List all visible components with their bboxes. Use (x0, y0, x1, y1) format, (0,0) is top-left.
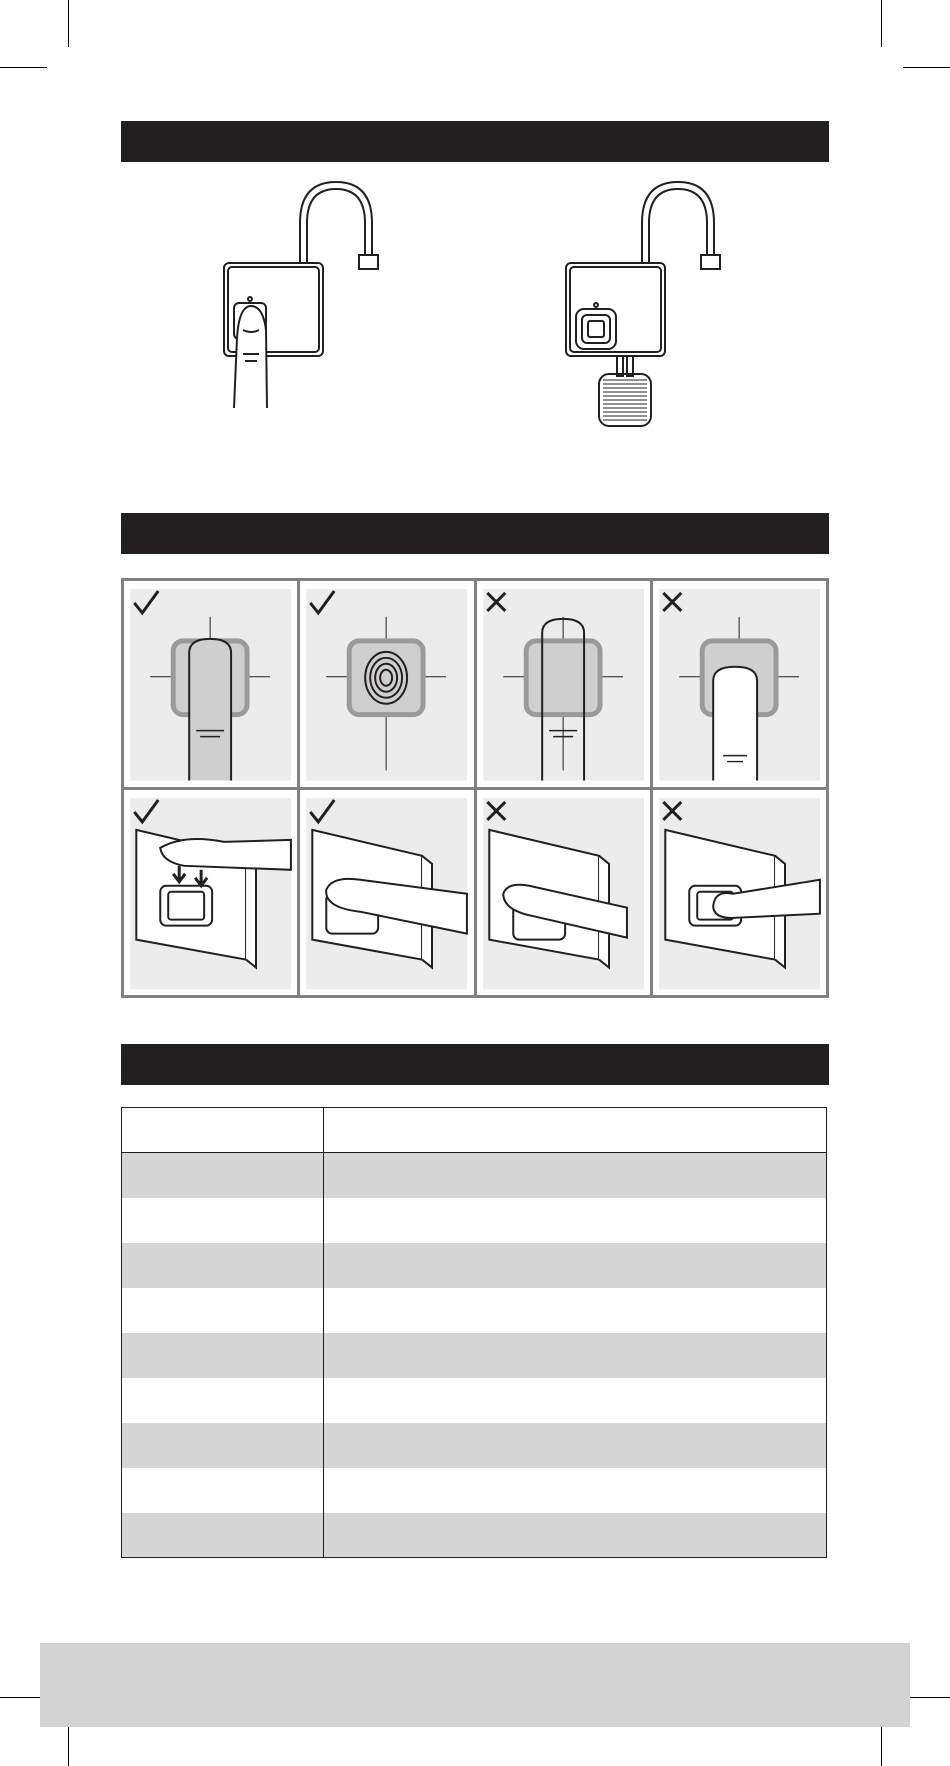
footer-band (40, 1643, 910, 1727)
placement-cell-wrong-side (653, 790, 826, 996)
crop-mark (0, 67, 47, 68)
table-row (122, 1468, 827, 1513)
crop-mark (903, 67, 950, 68)
table-row (122, 1513, 827, 1558)
placement-cell-wrong-too-low (653, 581, 826, 787)
crop-mark (903, 1697, 950, 1698)
table-row (122, 1153, 827, 1198)
table-row (122, 1243, 827, 1288)
crop-mark (881, 0, 882, 47)
specification-table (121, 1107, 827, 1558)
table-row (122, 1198, 827, 1243)
table-row (122, 1378, 827, 1423)
section-header-specifications (121, 1044, 829, 1085)
finger-placement-grid (121, 578, 829, 998)
crop-mark (68, 0, 69, 47)
placement-cell-correct-flat (300, 790, 473, 996)
table-row (122, 1288, 827, 1333)
placement-cell-correct-press (124, 790, 297, 996)
section-header-finger-placement (121, 513, 829, 554)
placement-cell-wrong-tip (477, 790, 650, 996)
placement-cell-correct-fingerprint (300, 581, 473, 787)
section-header-opening (121, 121, 829, 162)
table-row (122, 1333, 827, 1378)
table-row (122, 1423, 827, 1468)
placement-cell-wrong-too-high (477, 581, 650, 787)
padlock-key-unlock-icon (557, 178, 727, 438)
table-row (122, 1108, 827, 1153)
padlock-fingerprint-unlock-icon (215, 178, 385, 413)
placement-cell-correct-centered (124, 581, 297, 787)
